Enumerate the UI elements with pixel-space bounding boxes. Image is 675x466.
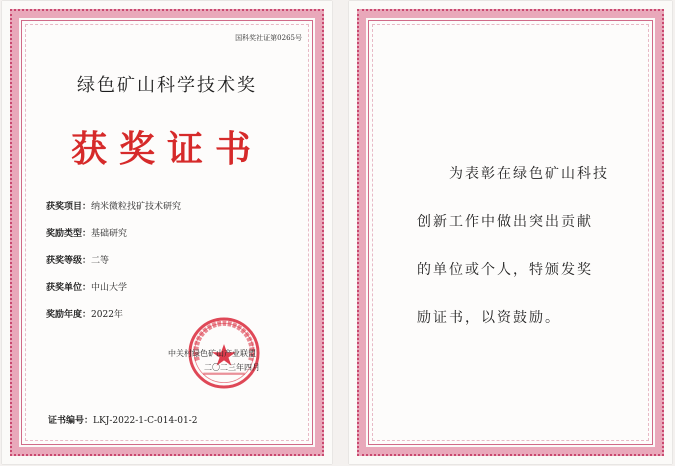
left-page-content	[22, 21, 312, 444]
field-value: 基础研究	[91, 229, 128, 239]
field-value: 中山大学	[91, 283, 128, 293]
field-value: 2022年	[91, 310, 123, 320]
decorative-border	[357, 9, 664, 456]
citation-line: 励证书，以资鼓励。	[417, 310, 561, 326]
certificate-title: 获奖证书	[70, 128, 263, 170]
inner-border	[21, 20, 313, 445]
field-winning-unit	[46, 280, 127, 293]
right-page-content	[369, 21, 652, 444]
citation-line: 创新工作中做出突出贡献	[417, 214, 593, 230]
certificate-left-page	[2, 1, 332, 464]
field-label: 获奖单位：	[46, 283, 92, 293]
field-project	[46, 199, 181, 212]
field-label: 获奖项目：	[46, 202, 92, 212]
serial-value: LKJ-2022-1-C-014-01-2	[93, 416, 198, 426]
certificate-serial	[48, 413, 197, 426]
decorative-border	[10, 9, 324, 456]
field-label: 奖励年度：	[46, 310, 92, 320]
field-label: 奖励类型：	[46, 229, 92, 239]
certificate-right-page	[349, 1, 672, 464]
issue-date: 二〇二三年四月	[204, 363, 260, 372]
issuer-name: 中关村绿色矿山产业联盟	[168, 349, 256, 358]
certificate-registration-number: 国科奖社证第0265号	[235, 34, 302, 42]
award-name: 绿色矿山科学技术奖	[77, 75, 257, 96]
serial-label: 证书编号：	[48, 416, 94, 426]
field-label: 获奖等级：	[46, 256, 92, 266]
field-value: 二等	[91, 256, 110, 266]
citation-line: 为表彰在绿色矿山科技	[449, 166, 609, 182]
field-value: 纳米微粒找矿技术研究	[91, 202, 182, 212]
citation-line: 的单位或个人，特颁发奖	[417, 262, 593, 278]
field-award-level	[46, 253, 109, 266]
field-award-type	[46, 226, 127, 239]
field-award-year	[46, 307, 123, 320]
inner-border	[368, 20, 653, 445]
